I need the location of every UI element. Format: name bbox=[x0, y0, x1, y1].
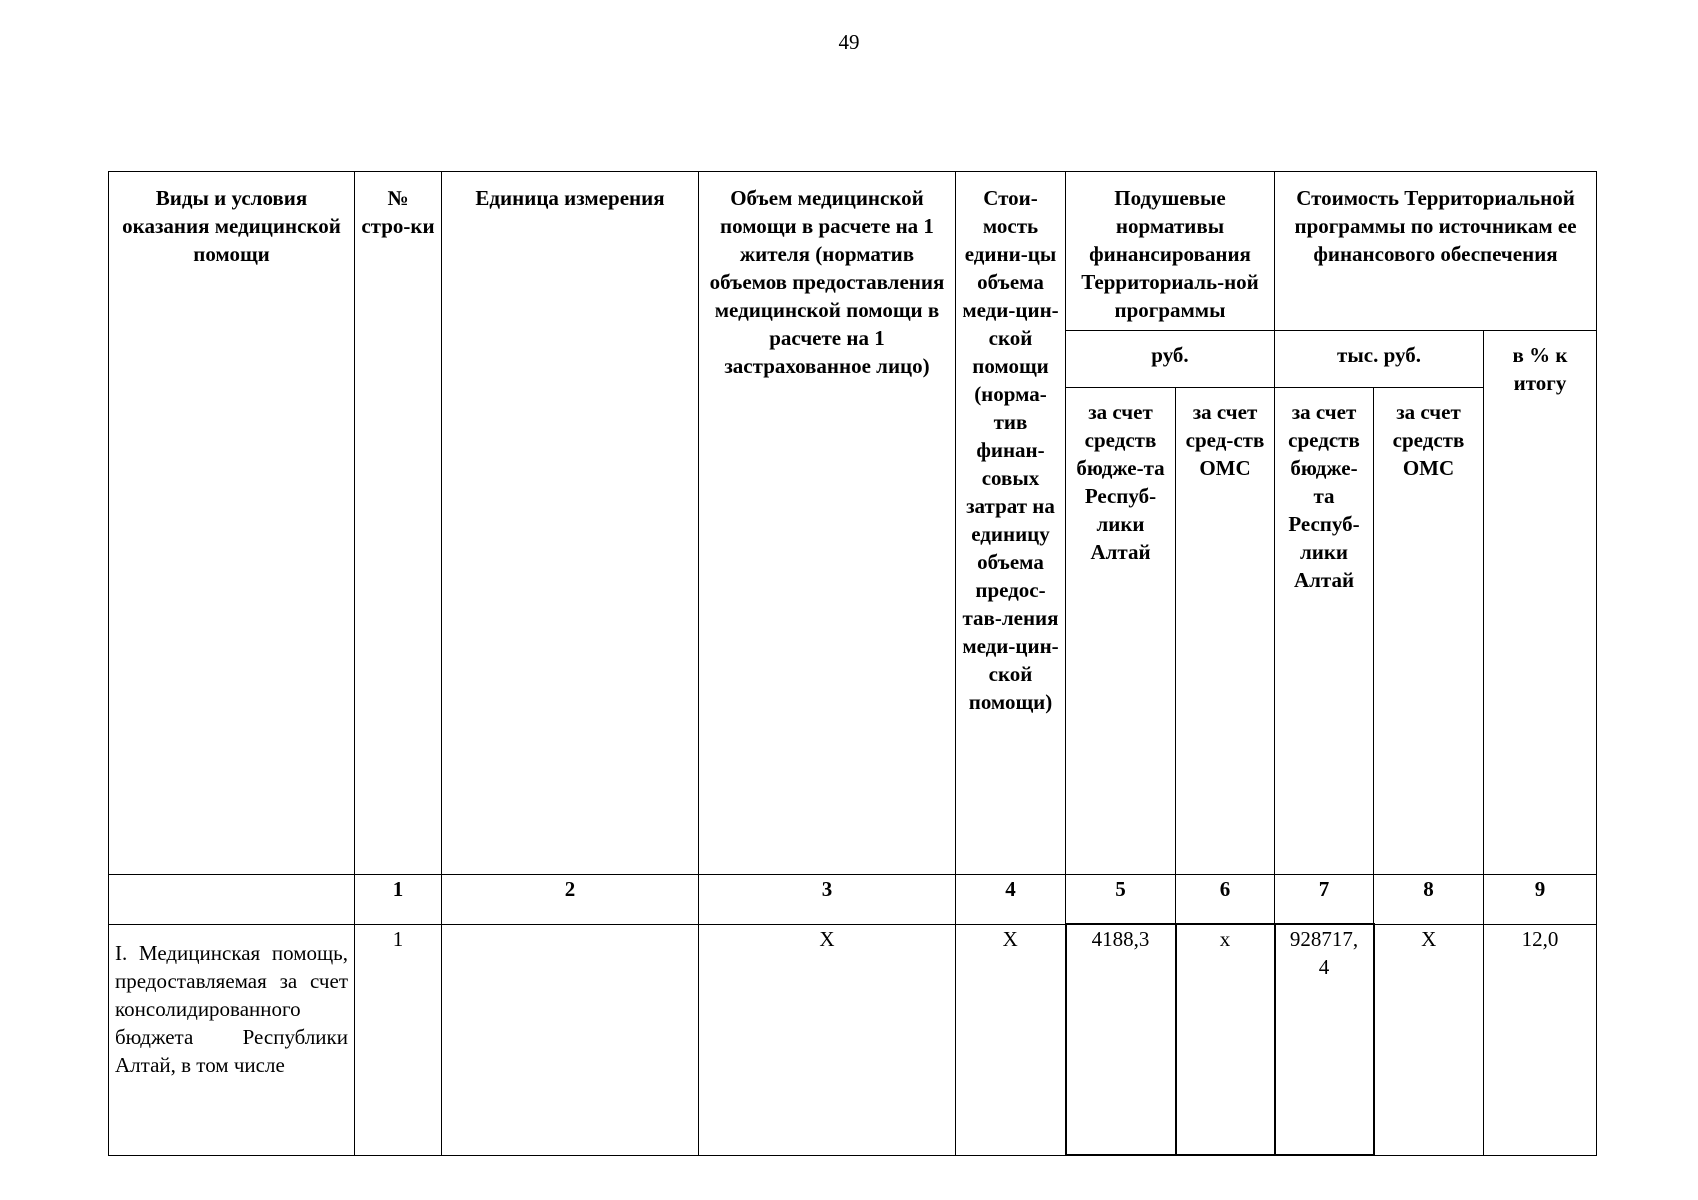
header-per-capita-budget: за счет средств бюдже-та Респуб-лики Алтай bbox=[1066, 388, 1176, 875]
page-number: 49 bbox=[838, 30, 860, 54]
column-number bbox=[109, 875, 355, 925]
header-row-number: № стро-ки bbox=[355, 172, 442, 875]
cell-percent: 12,0 bbox=[1484, 924, 1597, 1155]
header-unit-cost: Стои-мость едини-цы объема меди-цин-ской помощи (норма-тив финан-совых затрат на единицу объема предос-тав-ления меди-цин-ской помощи) bbox=[956, 172, 1066, 875]
cell-total-oms: X bbox=[1374, 924, 1484, 1155]
column-number: 2 bbox=[442, 875, 699, 925]
header-percent: в % к итогу bbox=[1484, 331, 1597, 875]
column-number: 8 bbox=[1374, 875, 1484, 925]
cell-type: I. Медицинская помощь, предоставляемая за счет консолидированного бюджета Республики Алтай, в том числе bbox=[109, 924, 355, 1155]
column-number: 7 bbox=[1275, 875, 1374, 925]
header-unit-rub: руб. bbox=[1066, 331, 1275, 388]
cell-unit bbox=[442, 924, 699, 1155]
column-number: 6 bbox=[1176, 875, 1275, 925]
header-total-budget: за счет средств бюдже-та Респуб-лики Алтай bbox=[1275, 388, 1374, 875]
table-row bbox=[109, 924, 1597, 1155]
cell-unit-cost: X bbox=[956, 924, 1066, 1155]
header-volume: Объем медицинской помощи в расчете на 1 жителя (норматив объемов предоставления медицинской помощи в расчете на 1 застрахованное лицо) bbox=[699, 172, 956, 875]
header-cost-total-group: Стоимость Территориальной программы по источникам ее финансового обеспечения bbox=[1275, 172, 1597, 331]
column-number: 9 bbox=[1484, 875, 1597, 925]
header-per-capita-group: Подушевые нормативы финансирования Территориаль-ной программы bbox=[1066, 172, 1275, 331]
header-per-capita-oms: за счет сред-ств ОМС bbox=[1176, 388, 1275, 875]
financing-table bbox=[108, 171, 1597, 1156]
column-number: 5 bbox=[1066, 875, 1176, 925]
header-row-1 bbox=[109, 172, 1597, 331]
cell-row-number: 1 bbox=[355, 924, 442, 1155]
column-number: 4 bbox=[956, 875, 1066, 925]
column-number: 3 bbox=[699, 875, 956, 925]
cell-total-budget: 928717, 4 bbox=[1275, 924, 1374, 1155]
header-unit: Единица измерения bbox=[442, 172, 699, 875]
header-type: Виды и условия оказания медицинской помощи bbox=[109, 172, 355, 875]
cell-per-capita-budget: 4188,3 bbox=[1066, 924, 1176, 1155]
header-total-oms: за счет средств ОМС bbox=[1374, 388, 1484, 875]
cell-per-capita-oms: x bbox=[1176, 924, 1275, 1155]
header-unit-thousand-rub: тыс. руб. bbox=[1275, 331, 1484, 388]
column-number-row bbox=[109, 875, 1597, 925]
cell-volume: X bbox=[699, 924, 956, 1155]
column-number: 1 bbox=[355, 875, 442, 925]
